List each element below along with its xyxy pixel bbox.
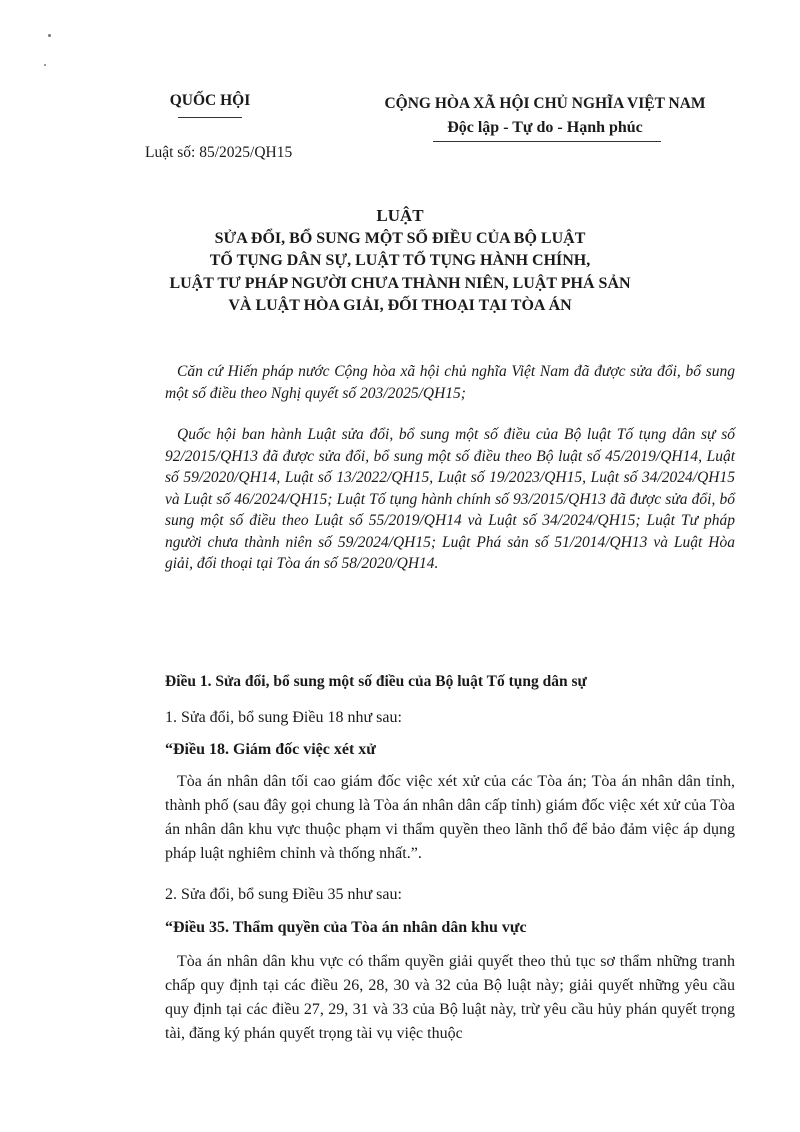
- title-line: LUẬT: [376, 206, 424, 225]
- law-number: Luật số: 85/2025/QH15: [145, 144, 293, 161]
- article-35-text: Tòa án nhân dân khu vực có thẩm quyền giải quyết theo thủ tục sơ thẩm những tranh chấp quy định tại các điều 26, 28, 30 và 32 của Bộ luật này; giải quyết những yêu cầu quy định tại các điều 27, 29, 31 và 33 của Bộ luật này, trừ yêu cầu hủy phán quyết trọng tài, đăng ký phán quyết trọng tài vụ việc thuộc: [165, 953, 735, 1042]
- preamble-enactment: Quốc hội ban hành Luật sửa đổi, bổ sung một số điều của Bộ luật Tố tụng dân sự số 92/2015/QH13 đã được sửa đổi, bổ sung một số điều theo Bộ luật số 45/2019/QH14, Luật số 59/2020/QH14, Luật số 13/2022/QH15, Luật số 19/2023/QH15, Luật số 34/2024/QH15 và Luật số 46/2024/QH15; Luật Tố tụng hành chính số 93/2015/QH13 đã được sửa đổi, bổ sung một số điều theo Luật số 55/2019/QH14 và Luật số 34/2024/QH15; Luật Tư pháp người chưa thành niên số 59/2024/QH15; Luật Phá sản số 51/2014/QH13 và Luật Hòa giải, đối thoại tại Tòa án số 58/2020/QH14.: [165, 426, 735, 572]
- agency-name: QUỐC HỘI: [169, 92, 251, 109]
- article-1-heading: Điều 1. Sửa đổi, bổ sung một số điều của Bộ luật Tố tụng dân sự: [165, 673, 587, 690]
- scan-speck: [44, 64, 46, 66]
- title-line: VÀ LUẬT HÒA GIẢI, ĐỐI THOẠI TẠI TÒA ÁN: [228, 297, 572, 314]
- article-18-text: Tòa án nhân dân tối cao giám đốc việc xét xử của các Tòa án; Tòa án nhân dân tỉnh, thành phố (sau đây gọi chung là Tòa án nhân dân cấp tỉnh) giám đốc việc xét xử của Tòa án nhân dân khu vực thuộc phạm vi thẩm quyền theo lãnh thổ để bảo đảm việc áp dụng pháp luật nghiêm chỉnh và thống nhất.”.: [165, 773, 735, 862]
- national-motto: Độc lập - Tự do - Hạnh phúc: [447, 119, 643, 136]
- preamble-basis: Căn cứ Hiến pháp nước Cộng hòa xã hội chủ nghĩa Việt Nam đã được sửa đổi, bổ sung một số điều theo Nghị quyết số 203/2025/QH15;: [165, 363, 735, 402]
- article-1-item-2: 2. Sửa đổi, bổ sung Điều 35 như sau:: [165, 886, 402, 903]
- scan-speck: [48, 34, 51, 37]
- article-1-item-1: 1. Sửa đổi, bổ sung Điều 18 như sau:: [165, 709, 402, 726]
- country-name: CỘNG HÒA XÃ HỘI CHỦ NGHĨA VIỆT NAM: [384, 95, 706, 112]
- motto-underline: [433, 141, 661, 142]
- article-18-heading: “Điều 18. Giám đốc việc xét xử: [165, 741, 376, 758]
- national-header: [345, 92, 745, 140]
- title-line: LUẬT TƯ PHÁP NGƯỜI CHƯA THÀNH NIÊN, LUẬT PHÁ SẢN: [169, 274, 631, 292]
- title-line: SỬA ĐỔI, BỔ SUNG MỘT SỐ ĐIỀU CỦA BỘ LUẬT: [214, 229, 586, 247]
- agency-underline: [178, 117, 242, 118]
- article-35-heading: “Điều 35. Thẩm quyền của Tòa án nhân dân khu vực: [165, 919, 527, 936]
- title-line: TỐ TỤNG DÂN SỰ, LUẬT TỐ TỤNG HÀNH CHÍNH,: [209, 252, 591, 269]
- law-title: [120, 205, 680, 318]
